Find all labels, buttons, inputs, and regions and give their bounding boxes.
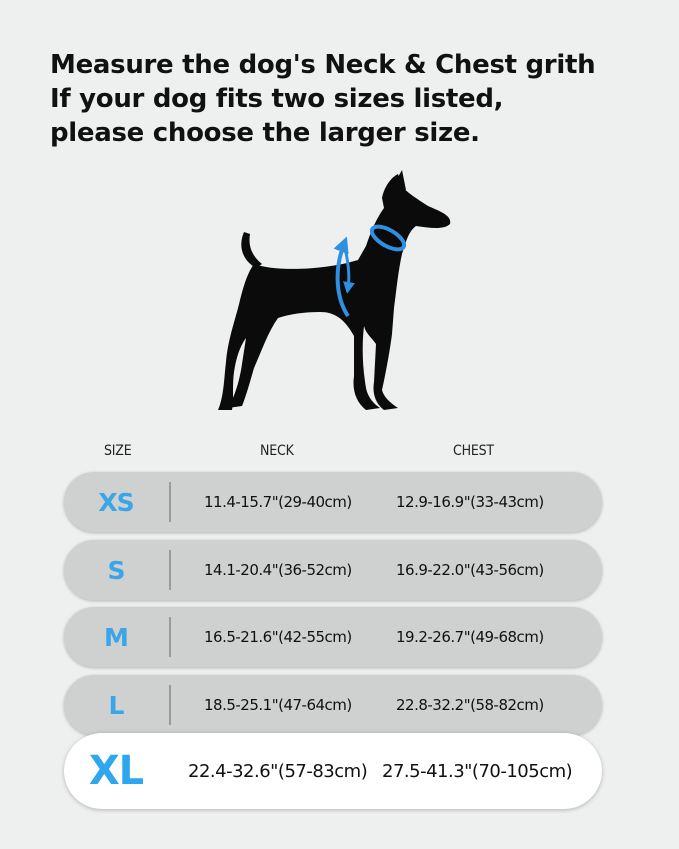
size-label: XS (98, 487, 134, 517)
header-chest: CHEST (453, 443, 494, 459)
neck-value: 18.5-25.1"(47-64cm) (204, 696, 352, 714)
size-label: M (104, 622, 128, 652)
row-divider (169, 685, 171, 725)
chest-value: 22.8-32.2"(58-82cm) (396, 696, 544, 714)
header-size: SIZE (104, 443, 132, 459)
chest-value: 19.2-26.7"(49-68cm) (396, 628, 544, 646)
neck-value: 14.1-20.4"(36-52cm) (204, 561, 352, 579)
header-neck: NECK (260, 443, 294, 459)
headline-line-1: Measure the dog's Neck & Chest grith (50, 50, 596, 80)
row-divider (169, 617, 171, 657)
headline (50, 48, 610, 150)
size-row-m (64, 607, 602, 667)
size-row-xl (64, 733, 602, 809)
size-label: XL (88, 748, 144, 794)
size-row-s (64, 540, 602, 600)
row-divider (169, 550, 171, 590)
dog-silhouette-icon (216, 168, 466, 418)
size-row-xs (64, 472, 602, 532)
size-row-l (64, 675, 602, 735)
neck-value: 11.4-15.7"(29-40cm) (204, 493, 352, 511)
chest-value: 27.5-41.3"(70-105cm) (382, 760, 573, 782)
chest-value: 16.9-22.0"(43-56cm) (396, 561, 544, 579)
row-divider (169, 482, 171, 522)
headline-line-2: If your dog fits two sizes listed, (50, 84, 504, 114)
size-label: L (108, 690, 124, 720)
size-label: S (107, 555, 125, 585)
headline-line-3: please choose the larger size. (50, 118, 480, 148)
neck-value: 22.4-32.6"(57-83cm) (188, 760, 368, 782)
neck-value: 16.5-21.6"(42-55cm) (204, 628, 352, 646)
chest-value: 12.9-16.9"(33-43cm) (396, 493, 544, 511)
